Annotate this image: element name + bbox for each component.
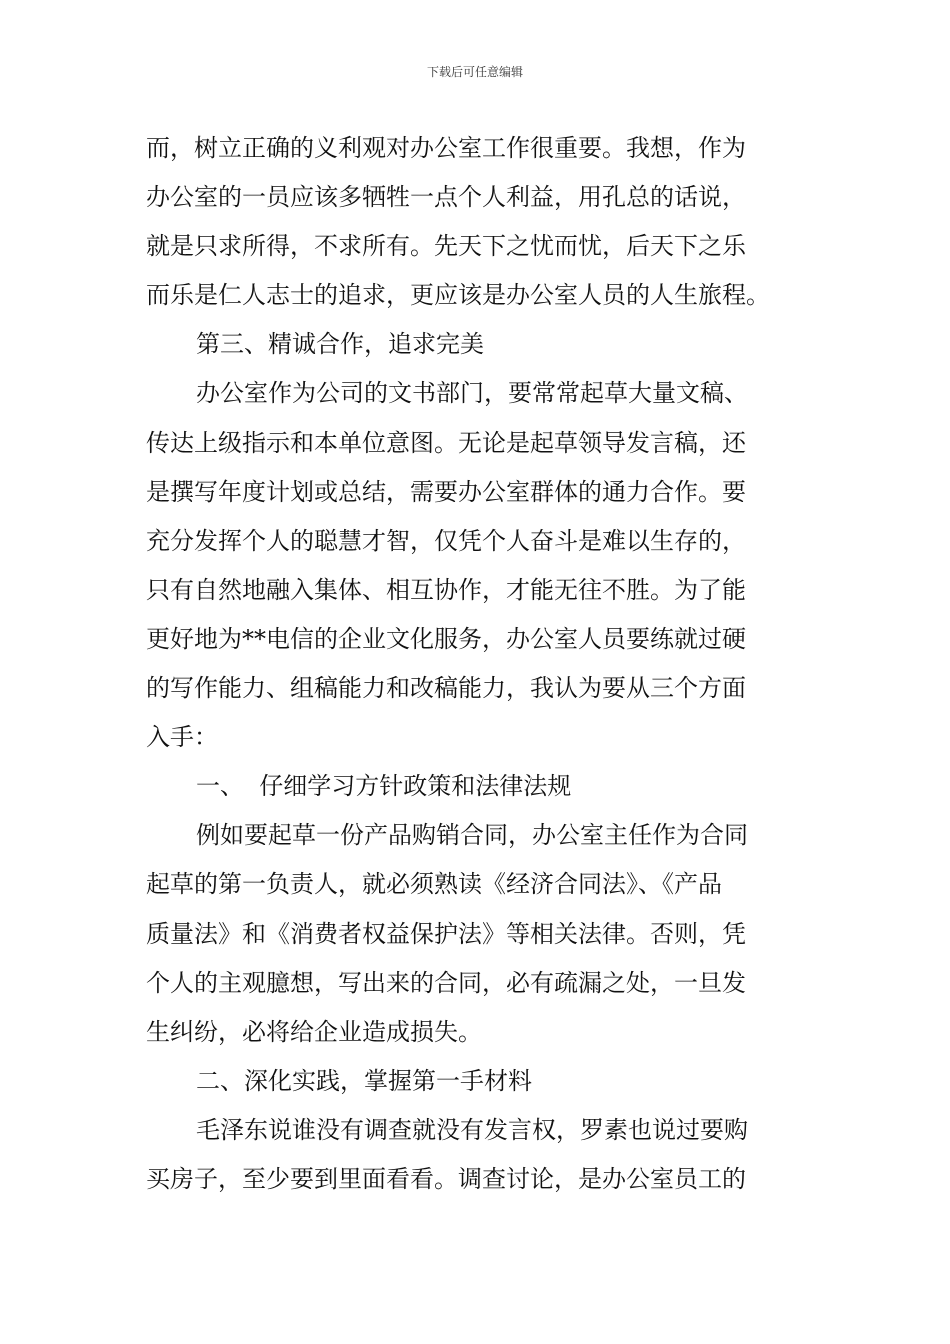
- text-line: 生纠纷，必将给企业造成损失。: [146, 1017, 482, 1046]
- text-line: 个人的主观臆想，写出来的合同，必有疏漏之处，一旦发: [146, 968, 746, 997]
- text-line: 质量法》和《消费者权益保护法》等相关法律。否则，凭: [146, 919, 746, 948]
- text-line: 传达上级指示和本单位意图。无论是起草领导发言稿，还: [146, 428, 746, 457]
- text-line: 而，树立正确的义利观对办公室工作很重要。我想，作为: [146, 134, 746, 162]
- text-line: 就是只求所得，不求所有。先天下之忧而忧，后天下之乐: [146, 232, 746, 261]
- text-line: 办公室作为公司的文书部门，要常常起草大量文稿、: [196, 379, 748, 408]
- text-line: 买房子，至少要到里面看看。调查讨论，是办公室员工的: [146, 1164, 746, 1193]
- section-heading: 一、 仔细学习方针政策和法律法规: [196, 772, 572, 801]
- page-header-note: 下载后可任意编辑: [426, 65, 523, 79]
- text-line: 例如要起草一份产品购销合同，办公室主任作为合同: [196, 821, 748, 850]
- text-line: 只有自然地融入集体、相互协作，才能无往不胜。为了能: [146, 575, 746, 604]
- section-heading: 第三、精诚合作，追求完美: [196, 330, 484, 359]
- text-line: 起草的第一负责人，就必须熟读《经济合同法》、《产品: [146, 870, 722, 899]
- text-line: 更好地为**电信的企业文化服务，办公室人员要练就过硬: [146, 624, 746, 653]
- text-line: 而乐是仁人志士的追求，更应该是办公室人员的人生旅程。: [146, 281, 770, 310]
- text-line: 入手：: [146, 723, 218, 752]
- text-line: 充分发挥个人的聪慧才智，仅凭个人奋斗是难以生存的，: [146, 526, 746, 555]
- text-line: 是撰写年度计划或总结，需要办公室群体的通力合作。要: [146, 477, 746, 506]
- text-line: 办公室的一员应该多牺牲一点个人利益，用孔总的话说，: [146, 183, 746, 212]
- text-line: 的写作能力、组稿能力和改稿能力，我认为要从三个方面: [146, 674, 746, 703]
- document-body: [146, 124, 808, 1204]
- section-heading: 二、深化实践，掌握第一手材料: [196, 1066, 532, 1095]
- text-line: 毛泽东说谁没有调查就没有发言权，罗素也说过要购: [196, 1115, 748, 1144]
